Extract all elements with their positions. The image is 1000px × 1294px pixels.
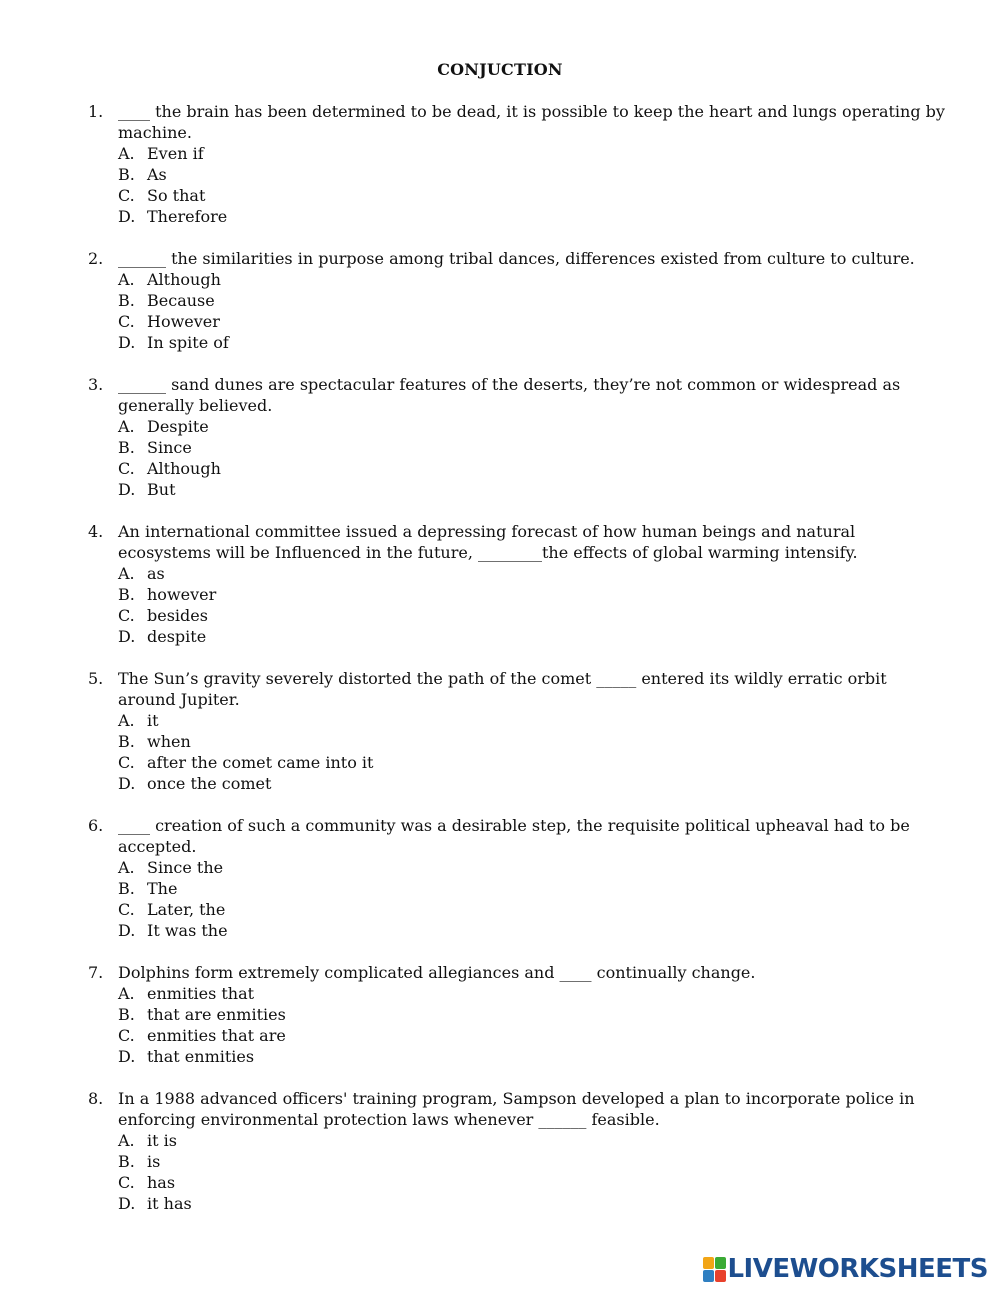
option-letter: A. xyxy=(118,858,135,877)
option-a[interactable] xyxy=(118,1130,948,1151)
option-text: It was the xyxy=(147,921,228,940)
question-8 xyxy=(88,1088,948,1214)
option-text: it xyxy=(147,711,159,730)
question-number: 1. xyxy=(88,102,104,121)
option-letter: B. xyxy=(118,585,135,604)
question-1 xyxy=(88,101,948,227)
option-text: as xyxy=(147,564,165,583)
question-text: ______ the similarities in purpose among tribal dances, differences existed from culture to culture. xyxy=(118,249,915,268)
option-text: despite xyxy=(147,627,207,646)
option-d[interactable] xyxy=(118,332,948,353)
option-b[interactable] xyxy=(118,437,948,458)
option-d[interactable] xyxy=(118,1193,948,1214)
option-text: As xyxy=(147,165,167,184)
option-c[interactable] xyxy=(118,1025,948,1046)
option-text: when xyxy=(147,732,191,751)
logo-square-2 xyxy=(715,1257,726,1269)
option-letter: A. xyxy=(118,417,135,436)
option-text: In spite of xyxy=(147,333,229,352)
option-text: enmities that xyxy=(147,984,255,1003)
option-c[interactable] xyxy=(118,185,948,206)
option-letter: B. xyxy=(118,165,135,184)
option-c[interactable] xyxy=(118,458,948,479)
option-c[interactable] xyxy=(118,311,948,332)
option-a[interactable] xyxy=(118,563,948,584)
question-list xyxy=(88,101,948,1235)
logo-square-4 xyxy=(715,1270,726,1282)
option-text: after the comet came into it xyxy=(147,753,374,772)
option-letter: D. xyxy=(118,480,136,499)
question-5 xyxy=(88,668,948,794)
option-c[interactable] xyxy=(118,899,948,920)
liveworksheets-logo[interactable] xyxy=(703,1254,988,1284)
logo-square-1 xyxy=(703,1257,714,1269)
option-text: Therefore xyxy=(147,207,228,226)
question-text: The Sun’s gravity severely distorted the path of the comet _____ entered its wildly erratic orbit around Jupiter. xyxy=(118,669,887,709)
option-a[interactable] xyxy=(118,416,948,437)
question-number: 7. xyxy=(88,963,104,982)
option-c[interactable] xyxy=(118,605,948,626)
question-text: ____ the brain has been determined to be dead, it is possible to keep the heart and lungs operating by machine. xyxy=(118,102,945,142)
option-text: Even if xyxy=(147,144,204,163)
option-b[interactable] xyxy=(118,878,948,899)
question-text: An international committee issued a depressing forecast of how human beings and natural ecosystems will be Influenced in the future, ________the effects of global warming intensify. xyxy=(118,522,858,562)
option-b[interactable] xyxy=(118,1151,948,1172)
option-letter: A. xyxy=(118,984,135,1003)
option-letter: C. xyxy=(118,186,135,205)
option-text: once the comet xyxy=(147,774,272,793)
question-text: In a 1988 advanced officers' training program, Sampson developed a plan to incorporate police in enforcing environmental protection laws whenever ______ feasible. xyxy=(118,1089,915,1129)
option-letter: C. xyxy=(118,900,135,919)
option-b[interactable] xyxy=(118,164,948,185)
question-text: ______ sand dunes are spectacular features of the deserts, they’re not common or widespread as generally believed. xyxy=(118,375,901,415)
option-letter: D. xyxy=(118,1047,136,1066)
question-number: 2. xyxy=(88,249,104,268)
logo-square-3 xyxy=(703,1270,714,1282)
option-letter: B. xyxy=(118,1152,135,1171)
option-text: Since xyxy=(147,438,192,457)
option-letter: D. xyxy=(118,921,136,940)
option-d[interactable] xyxy=(118,773,948,794)
option-text: The xyxy=(147,879,178,898)
option-text: Although xyxy=(147,459,221,478)
option-text: it has xyxy=(147,1194,192,1213)
option-d[interactable] xyxy=(118,920,948,941)
option-letter: D. xyxy=(118,774,136,793)
question-text: ____ creation of such a community was a desirable step, the requisite political upheaval had to be accepted. xyxy=(118,816,910,856)
option-letter: C. xyxy=(118,1026,135,1045)
worksheet-title: CONJUCTION xyxy=(437,60,563,79)
option-text: has xyxy=(147,1173,176,1192)
option-letter: C. xyxy=(118,1173,135,1192)
option-letter: A. xyxy=(118,1131,135,1150)
option-text: However xyxy=(147,312,220,331)
option-text: Despite xyxy=(147,417,209,436)
liveworksheets-logo-icon xyxy=(703,1257,725,1281)
option-d[interactable] xyxy=(118,479,948,500)
option-letter: D. xyxy=(118,627,136,646)
option-letter: D. xyxy=(118,1194,136,1213)
option-c[interactable] xyxy=(118,1172,948,1193)
option-c[interactable] xyxy=(118,752,948,773)
option-text: Because xyxy=(147,291,215,310)
option-text: Since the xyxy=(147,858,224,877)
option-letter: C. xyxy=(118,606,135,625)
option-letter: B. xyxy=(118,879,135,898)
option-text: So that xyxy=(147,186,206,205)
question-2 xyxy=(88,248,948,353)
option-text: enmities that are xyxy=(147,1026,286,1045)
option-text: that are enmities xyxy=(147,1005,286,1024)
question-text: Dolphins form extremely complicated allegiances and ____ continually change. xyxy=(118,963,756,982)
option-b[interactable] xyxy=(118,290,948,311)
option-d[interactable] xyxy=(118,206,948,227)
option-a[interactable] xyxy=(118,983,948,1004)
question-3 xyxy=(88,374,948,500)
question-number: 6. xyxy=(88,816,104,835)
option-text: besides xyxy=(147,606,208,625)
option-a[interactable] xyxy=(118,143,948,164)
option-letter: A. xyxy=(118,564,135,583)
option-letter: C. xyxy=(118,459,135,478)
option-text: But xyxy=(147,480,176,499)
option-letter: B. xyxy=(118,732,135,751)
option-letter: A. xyxy=(118,144,135,163)
option-letter: A. xyxy=(118,270,135,289)
option-text: is xyxy=(147,1152,161,1171)
option-b[interactable] xyxy=(118,1004,948,1025)
option-text: Although xyxy=(147,270,221,289)
question-6 xyxy=(88,815,948,941)
option-letter: C. xyxy=(118,312,135,331)
option-b[interactable] xyxy=(118,731,948,752)
option-a[interactable] xyxy=(118,710,948,731)
question-number: 8. xyxy=(88,1089,104,1108)
option-text: it is xyxy=(147,1131,177,1150)
option-letter: A. xyxy=(118,711,135,730)
option-d[interactable] xyxy=(118,626,948,647)
option-a[interactable] xyxy=(118,857,948,878)
question-number: 3. xyxy=(88,375,104,394)
question-4 xyxy=(88,521,948,647)
option-b[interactable] xyxy=(118,584,948,605)
option-letter: B. xyxy=(118,438,135,457)
option-letter: D. xyxy=(118,333,136,352)
option-a[interactable] xyxy=(118,269,948,290)
option-letter: C. xyxy=(118,753,135,772)
question-7 xyxy=(88,962,948,1067)
option-text: however xyxy=(147,585,217,604)
question-number: 5. xyxy=(88,669,104,688)
option-letter: B. xyxy=(118,291,135,310)
option-d[interactable] xyxy=(118,1046,948,1067)
option-text: that enmities xyxy=(147,1047,255,1066)
logo-text: LIVEWORKSHEETS xyxy=(727,1254,988,1284)
question-number: 4. xyxy=(88,522,104,541)
option-letter: D. xyxy=(118,207,136,226)
option-letter: B. xyxy=(118,1005,135,1024)
option-text: Later, the xyxy=(147,900,226,919)
